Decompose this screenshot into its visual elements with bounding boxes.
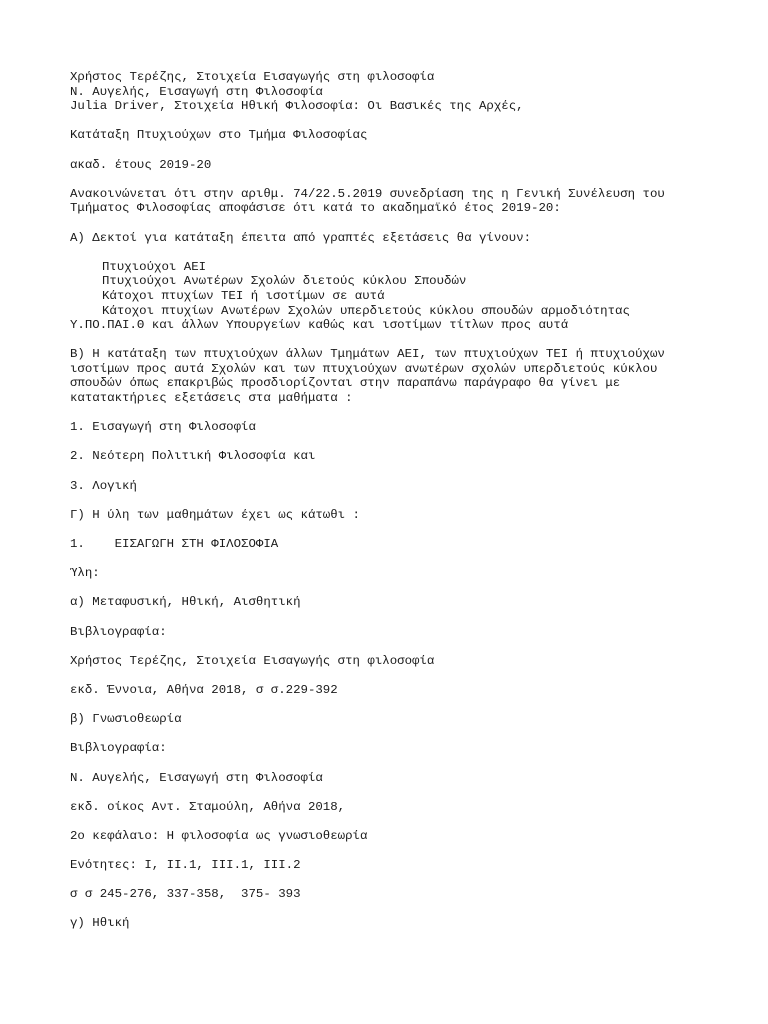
book-2-chapter: 2ο κεφάλαιο: Η φιλοσοφία ως γνωσιοθεωρία [70, 828, 368, 843]
section-a-item: Πτυχιούχοι ΑΕΙ [102, 259, 207, 274]
part-b: β) Γνωσιοθεωρία [70, 712, 182, 727]
section-c-heading: Γ) Η ύλη των μαθημάτων έχει ως κάτωθι : [70, 507, 360, 522]
section-b-line-2: ισοτίμων προς αυτά Σχολών και των πτυχιούχων ανωτέρων σχολών υπερδιετούς κύκλου [70, 361, 658, 376]
section-b-line-3: σπουδών όπως επακριβώς προσδιορίζονται στην παραπάνω παράγραφο θα γίνει με [70, 376, 621, 391]
document-title: Κατάταξη Πτυχιούχων στο Τμήμα Φιλοσοφίας [70, 128, 368, 143]
course-item-1: 1. Εισαγωγή στη Φιλοσοφία [70, 420, 256, 435]
book-2-units: Ενότητες: Ι, ΙΙ.1, ΙΙΙ.1, ΙΙΙ.2 [70, 858, 301, 873]
section-a-item: Κάτοχοι πτυχίων Ανωτέρων Σχολών υπερδιετούς κύκλου σπουδών αρμοδιότητας [102, 303, 630, 318]
part-a: α) Μεταφυσική, Ηθική, Αισθητική [70, 595, 301, 610]
section-b-line-1: Β) Η κατάταξη των πτυχιούχων άλλων Τμημάτων ΑΕΙ, των πτυχιούχων ΤΕΙ ή πτυχιούχων [70, 347, 665, 362]
academic-year: ακαδ. έτους 2019-20 [70, 157, 212, 172]
bibliography-label: Βιβλιογραφία: [70, 741, 167, 756]
section-a-item: Κάτοχοι πτυχίων ΤΕΙ ή ισοτίμων σε αυτά [102, 288, 385, 303]
bibliography-label: Βιβλιογραφία: [70, 624, 167, 639]
book-1-title: Χρήστος Τερέζης, Στοιχεία Εισαγωγής στη φιλοσοφία [70, 653, 435, 668]
course-item-3: 3. Λογική [70, 478, 137, 493]
book-1-publisher: εκδ. Έννοια, Αθήνα 2018, σ σ.229-392 [70, 682, 338, 697]
section-a-continuation: Υ.ΠΟ.ΠΑΙ.Θ και άλλων Υπουργείων καθώς και ισοτίμων τίτλων προς αυτά [70, 318, 569, 333]
header-ref-1: Χρήστος Τερέζης, Στοιχεία Εισαγωγής στη φιλοσοφία [70, 70, 435, 84]
section-a-heading: Α) Δεκτοί για κατάταξη έπειτα από γραπτές εξετάσεις θα γίνουν: [70, 230, 532, 245]
section-a-item: Πτυχιούχοι Ανωτέρων Σχολών διετούς κύκλου Σπουδών [102, 274, 467, 289]
header-ref-2: Ν. Αυγελής, Εισαγωγή στη Φιλοσοφία [70, 84, 323, 99]
announcement-line-2: Τμήματος Φιλοσοφίας αποφάσισε ότι κατά το ακαδημαϊκό έτος 2019-20: [70, 201, 561, 216]
book-2-publisher: εκδ. οίκος Αντ. Σταμούλη, Αθήνα 2018, [70, 799, 346, 814]
section-b-line-4: κατατακτήριες εξετάσεις στα μαθήματα : [70, 391, 353, 406]
material-label: Ύλη: [70, 566, 100, 581]
book-2-title: Ν. Αυγελής, Εισαγωγή στη Φιλοσοφία [70, 770, 323, 785]
part-c: γ) Ηθική [70, 916, 130, 931]
course-item-2: 2. Νεότερη Πολιτική Φιλοσοφία και [70, 449, 316, 464]
document-page [70, 70, 710, 931]
book-2-pages: σ σ 245-276, 337-358, 375- 393 [70, 887, 301, 902]
announcement-line-1: Ανακοινώνεται ότι στην αριθμ. 74/22.5.2019 συνεδρίαση της η Γενική Συνέλευση του [70, 186, 665, 201]
header-ref-3: Julia Driver, Στοιχεία Ηθική Φιλοσοφία: Οι Βασικές της Αρχές, [70, 99, 524, 114]
course-1-heading: 1. ΕΙΣΑΓΩΓΗ ΣΤΗ ΦΙΛΟΣΟΦΙΑ [70, 537, 279, 551]
